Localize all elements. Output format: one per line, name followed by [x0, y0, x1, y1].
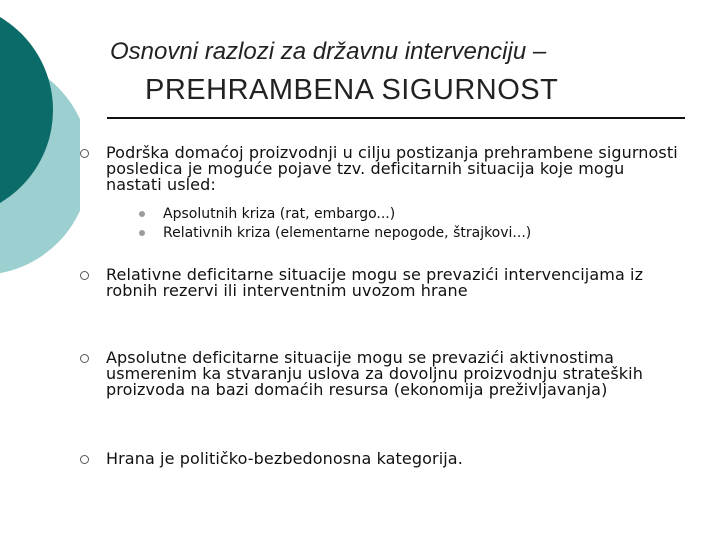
slide-subtitle: PREHRAMBENA SIGURNOST — [145, 74, 559, 106]
ring-bullet-icon — [80, 455, 89, 464]
bullet-text: Hrana je političko-bezbedonosna kategorija. — [106, 449, 463, 468]
bullet-item — [80, 145, 680, 243]
sub-bullet-text: Relativnih kriza (elementarne nepogode, štrajkovi...) — [163, 225, 532, 241]
bullet-text: Relativne deficitarne situacije mogu se prevazići intervencijama iz robnih rezervi ili interventnim uvozom hrane — [106, 265, 644, 300]
dot-bullet-icon — [139, 230, 145, 236]
sub-bullet-item — [137, 224, 680, 243]
ring-bullet-icon — [80, 149, 89, 158]
sub-bullet-text: Apsolutnih kriza (rat, embargo...) — [163, 206, 396, 222]
sub-bullet-item — [137, 205, 680, 224]
bullet-item — [80, 451, 463, 467]
ring-bullet-icon — [80, 354, 89, 363]
bullet-item — [80, 350, 680, 398]
title-divider — [107, 117, 685, 119]
decorative-circles — [0, 0, 80, 300]
ring-bullet-icon — [80, 271, 89, 280]
bullet-text: Podrška domaćoj proizvodnji u cilju postizanja prehrambene sigurnosti posledica je moguće pojave tzv. deficitarnih situacija koje mogu nastati usled: — [106, 143, 678, 194]
bullet-item — [80, 267, 680, 299]
dot-bullet-icon — [139, 211, 145, 217]
bullet-text: Apsolutne deficitarne situacije mogu se prevazići aktivnostima usmerenim ka stvaranju uslova za dovoljnu proizvodnju strateških proizvoda na bazi domaćih resursa (ekonomija preživljavanja) — [106, 348, 643, 399]
slide-title: Osnovni razlozi za državnu intervenciju – — [110, 38, 547, 65]
sub-bullet-list — [106, 205, 680, 243]
